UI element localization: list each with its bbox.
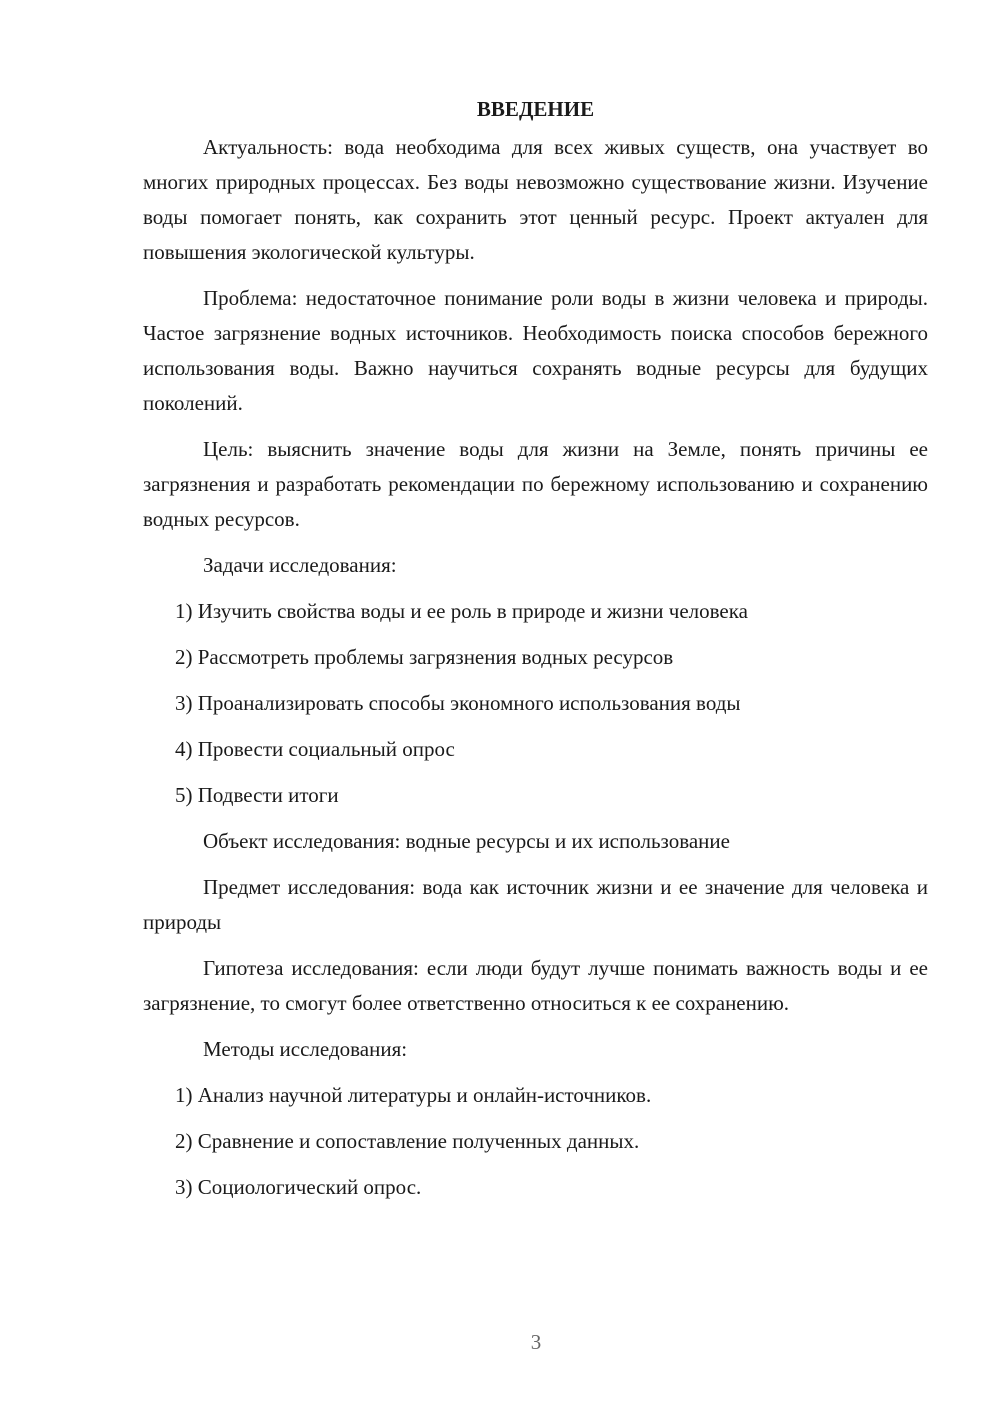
list-item: 1) Изучить свойства воды и ее роль в природе и жизни человека <box>175 599 748 623</box>
document-page <box>143 92 928 1216</box>
tasks-title: Задачи исследования: <box>203 553 397 577</box>
list-item: 3) Социологический опрос. <box>175 1175 422 1199</box>
list-item: 4) Провести социальный опрос <box>175 737 455 761</box>
page-title: ВВЕДЕНИЕ <box>476 97 595 121</box>
page-number: 3 <box>530 1330 542 1354</box>
goal-paragraph: Цель: выяснить значение воды для жизни на Земле, понять причины ее загрязнения и разработать рекомендации по бережному использованию и сохранению водных ресурсов. <box>143 437 928 531</box>
list-item: 2) Сравнение и сопоставление полученных данных. <box>175 1129 640 1153</box>
methods-list <box>143 1078 928 1205</box>
methods-title: Методы исследования: <box>203 1037 408 1061</box>
tasks-list <box>143 594 928 813</box>
list-item: 2) Рассмотреть проблемы загрязнения водных ресурсов <box>175 645 674 669</box>
problem-paragraph: Проблема: недостаточное понимание роли воды в жизни человека и природы. Частое загрязнение водных источников. Необходимость поиска способов бережного использования воды. Важно научиться сохранять водные ресурсы для будущих поколений. <box>143 286 928 415</box>
list-item: 5) Подвести итоги <box>175 783 339 807</box>
object-paragraph: Объект исследования: водные ресурсы и их использование <box>203 829 730 853</box>
list-item: 3) Проанализировать способы экономного использования воды <box>175 691 741 715</box>
hypothesis-paragraph: Гипотеза исследования: если люди будут лучше понимать важность воды и ее загрязнение, то смогут более ответственно относиться к ее сохранению. <box>143 956 928 1015</box>
subject-paragraph: Предмет исследования: вода как источник жизни и ее значение для человека и природы <box>143 875 928 934</box>
relevance-paragraph: Актуальность: вода необходима для всех живых существ, она участвует во многих природных процессах. Без воды невозможно существование жизни. Изучение воды помогает понять, как сохранить этот ценный ресурс. Проект актуален для повышения экологической культуры. <box>143 135 928 264</box>
list-item: 1) Анализ научной литературы и онлайн-источников. <box>175 1083 652 1107</box>
